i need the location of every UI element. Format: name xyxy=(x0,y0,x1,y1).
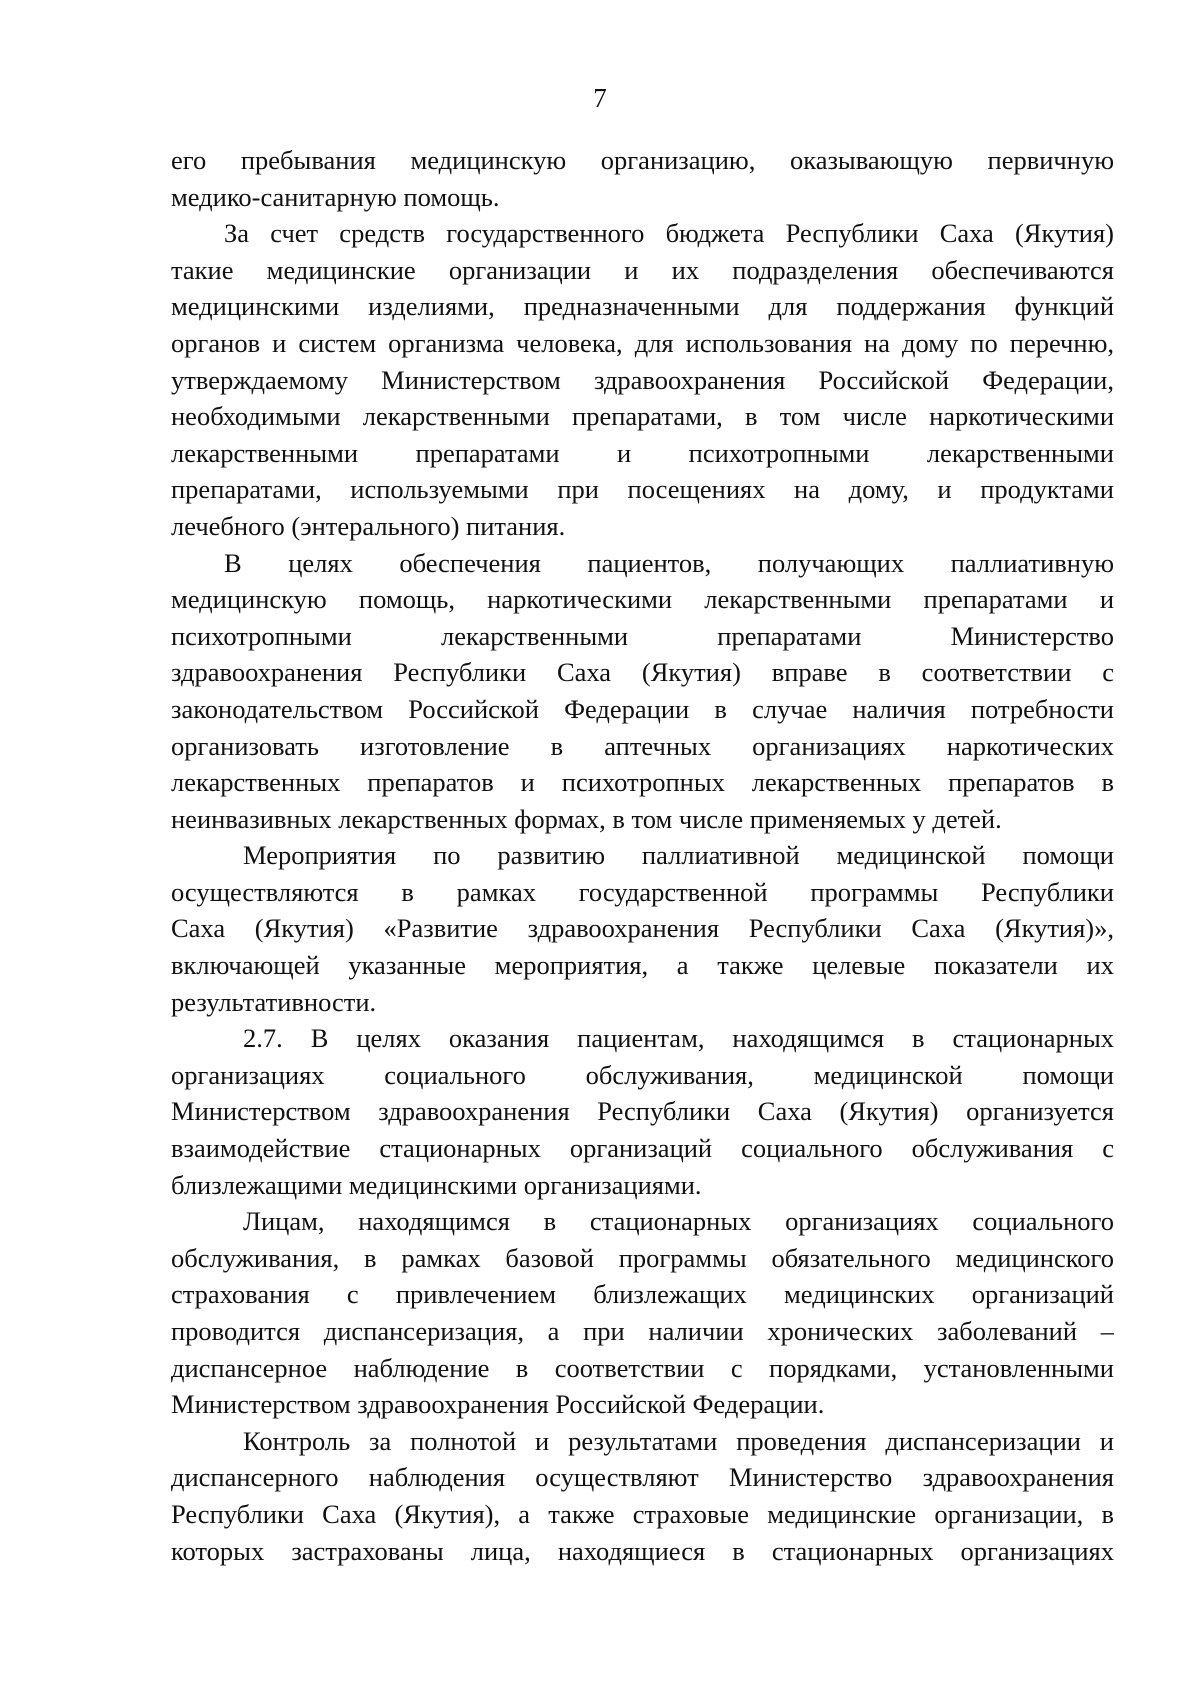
text-line: лекарственными препаратами и психотропными лекарственными xyxy=(171,437,1114,468)
text-line: организовать изготовление в аптечных организациях наркотических xyxy=(171,730,1114,761)
text-line: такие медицинские организации и их подразделения обеспечиваются xyxy=(171,254,1114,285)
text-line: диспансерное наблюдение в соответствии с порядками, установленными xyxy=(171,1352,1114,1383)
text-line: Контроль за полнотой и результатами проведения диспансеризации и xyxy=(243,1425,1114,1456)
text-line: органов и систем организма человека, для использования на дому по перечню, xyxy=(171,327,1114,358)
text-line: здравоохранения Республики Саха (Якутия) вправе в соответствии с xyxy=(171,657,1114,688)
text-line: неинвазивных лекарственных формах, в том числе применяемых у детей. xyxy=(171,803,1002,834)
text-line: Министерством здравоохранения Республики Саха (Якутия) организуется xyxy=(171,1096,1114,1127)
text-line: его пребывания медицинскую организацию, оказывающую первичную xyxy=(171,145,1114,175)
text-line: законодательством Российской Федерации в случае наличия потребности xyxy=(171,693,1114,724)
text-line: взаимодействие стационарных организаций социального обслуживания с xyxy=(171,1133,1114,1164)
page-number: 7 xyxy=(593,83,607,113)
text-line: включающей указанные мероприятия, а также целевые показатели их xyxy=(171,950,1114,981)
text-line: организациях социального обслуживания, медицинской помощи xyxy=(171,1059,1114,1090)
text-line: лекарственных препаратов и психотропных лекарственных препаратов в xyxy=(171,767,1114,798)
text-line: Лицам, находящимся в стационарных организациях социального xyxy=(243,1206,1114,1237)
text-line: В целях обеспечения пациентов, получающих паллиативную xyxy=(224,547,1114,578)
text-line: осуществляются в рамках государственной программы Республики xyxy=(171,876,1114,907)
text-line: медико-санитарную помощь. xyxy=(171,181,500,212)
text-line: 2.7. В целях оказания пациентам, находящимся в стационарных xyxy=(243,1023,1114,1054)
document-body xyxy=(171,142,1114,1569)
text-line: лечебного (энтерального) питания. xyxy=(171,510,566,541)
text-line: медицинскую помощь, наркотическими лекарственными препаратами и xyxy=(171,584,1114,615)
text-line: За счет средств государственного бюджета Республики Саха (Якутия) xyxy=(224,218,1114,249)
text-line: Мероприятия по развитию паллиативной медицинской помощи xyxy=(243,840,1114,871)
text-line: близлежащими медицинскими организациями. xyxy=(171,1169,702,1200)
text-line: необходимыми лекарственными препаратами, в том числе наркотическими xyxy=(171,401,1114,432)
text-line: страхования с привлечением близлежащих медицинских организаций xyxy=(171,1279,1114,1310)
text-line: Министерством здравоохранения Российской Федерации. xyxy=(171,1389,825,1420)
text-line: утверждаемому Министерством здравоохранения Российской Федерации, xyxy=(171,364,1114,395)
text-line: результативности. xyxy=(171,986,377,1017)
text-line: проводится диспансеризация, а при наличии хронических заболеваний – xyxy=(171,1316,1114,1346)
text-line: Республики Саха (Якутия), а также страховые медицинские организации, в xyxy=(171,1498,1114,1529)
text-line: медицинскими изделиями, предназначенными для поддержания функций xyxy=(171,291,1114,322)
text-line: Саха (Якутия) «Развитие здравоохранения Республики Саха (Якутия)», xyxy=(171,913,1114,944)
text-line: психотропными лекарственными препаратами Министерство xyxy=(171,620,1114,651)
text-line: препаратами, используемыми при посещениях на дому, и продуктами xyxy=(171,474,1114,505)
text-line: которых застрахованы лица, находящиеся в стационарных организациях xyxy=(171,1535,1114,1566)
text-line: обслуживания, в рамках базовой программы обязательного медицинского xyxy=(171,1242,1114,1273)
text-line: диспансерного наблюдения осуществляют Министерство здравоохранения xyxy=(171,1462,1114,1493)
